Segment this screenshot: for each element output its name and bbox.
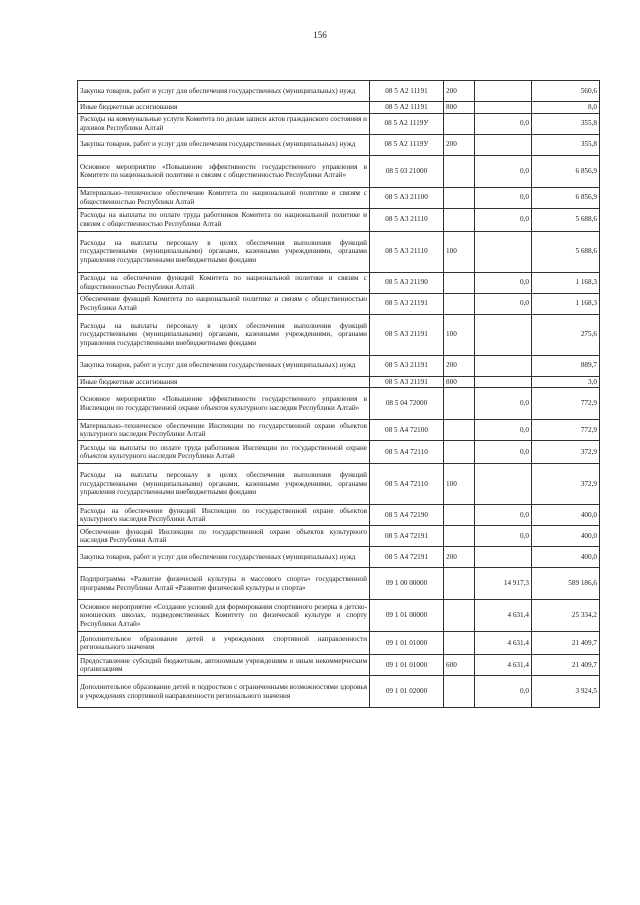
item-name-cell: Обеспечение функций Инспекции по государственной охране объектов культурного наследия Республики Алтай bbox=[78, 526, 370, 547]
item-name-cell: Расходы на выплаты персоналу в целях обеспечения выполнения функций государственными (муниципальными) органами, казенными учреждениями, органами управления государственными внебюджетными фондами bbox=[78, 464, 370, 505]
table-row bbox=[78, 355, 600, 376]
amount-cell-2: 589 186,6 bbox=[532, 568, 600, 600]
amount-cell-1 bbox=[475, 81, 532, 102]
expense-type-cell: 800 bbox=[444, 102, 475, 114]
table-row bbox=[78, 376, 600, 388]
item-name-cell: Расходы на выплаты по оплате труда работников Комитета по национальной политике и связям с общественностью Республики Алтай bbox=[78, 208, 370, 231]
target-code-cell: 08 5 А3 21191 bbox=[370, 355, 444, 376]
table-row bbox=[78, 113, 600, 134]
item-name-cell: Подпрограмма «Развитие физической культуры и массового спорта» государственной программы Республики Алтай «Развитие физической культуры и спорта» bbox=[78, 568, 370, 600]
table-row bbox=[78, 155, 600, 187]
amount-cell-2: 400,0 bbox=[532, 547, 600, 568]
table-row bbox=[78, 81, 600, 102]
expense-type-cell bbox=[444, 676, 475, 708]
amount-cell-1 bbox=[475, 355, 532, 376]
expense-type-cell bbox=[444, 293, 475, 314]
expense-type-cell bbox=[444, 208, 475, 231]
target-code-cell: 09 1 01 02000 bbox=[370, 676, 444, 708]
amount-cell-2: 889,7 bbox=[532, 355, 600, 376]
amount-cell-2: 400,0 bbox=[532, 526, 600, 547]
amount-cell-2: 560,6 bbox=[532, 81, 600, 102]
item-name-cell: Расходы на выплаты персоналу в целях обеспечения выполнения функций государственными (муниципальными) органами, казенными учреждениями, органами управления государственными внебюджетными фондами bbox=[78, 314, 370, 355]
item-name-cell: Дополнительное образование детей и подростков с ограниченными возможностями здоровья в учреждениях спортивной направленности регионального значения bbox=[78, 676, 370, 708]
expense-type-cell: 100 bbox=[444, 231, 475, 272]
table-row bbox=[78, 293, 600, 314]
amount-cell-2: 275,6 bbox=[532, 314, 600, 355]
table-row bbox=[78, 676, 600, 708]
table-row bbox=[78, 314, 600, 355]
amount-cell-2: 372,9 bbox=[532, 441, 600, 464]
table-row bbox=[78, 388, 600, 420]
amount-cell-1: 0,0 bbox=[475, 187, 532, 208]
table-row bbox=[78, 464, 600, 505]
item-name-cell: Основное мероприятие «Повышение эффективности государственного управления в Комитете по национальной политике и связям с общественностью Республики Алтай» bbox=[78, 155, 370, 187]
amount-cell-1: 14 917,3 bbox=[475, 568, 532, 600]
amount-cell-1: 0,0 bbox=[475, 388, 532, 420]
table-row bbox=[78, 526, 600, 547]
item-name-cell: Закупка товаров, работ и услуг для обеспечения государственных (муниципальных) нужд bbox=[78, 547, 370, 568]
target-code-cell: 09 1 01 01000 bbox=[370, 632, 444, 655]
amount-cell-1: 0,0 bbox=[475, 505, 532, 526]
amount-cell-1: 0,0 bbox=[475, 293, 532, 314]
target-code-cell: 08 5 А3 21191 bbox=[370, 314, 444, 355]
item-name-cell: Закупка товаров, работ и услуг для обеспечения государственных (муниципальных) нужд bbox=[78, 81, 370, 102]
expense-type-cell: 100 bbox=[444, 464, 475, 505]
table-row bbox=[78, 187, 600, 208]
amount-cell-1 bbox=[475, 134, 532, 155]
target-code-cell: 08 5 А4 72100 bbox=[370, 420, 444, 441]
amount-cell-1: 0,0 bbox=[475, 155, 532, 187]
table-row bbox=[78, 655, 600, 676]
amount-cell-2: 6 856,9 bbox=[532, 155, 600, 187]
table-row bbox=[78, 420, 600, 441]
budget-table bbox=[77, 80, 600, 708]
amount-cell-2: 1 168,3 bbox=[532, 272, 600, 293]
target-code-cell: 09 1 01 01000 bbox=[370, 655, 444, 676]
expense-type-cell: 200 bbox=[444, 134, 475, 155]
amount-cell-1: 0,0 bbox=[475, 113, 532, 134]
expense-type-cell bbox=[444, 526, 475, 547]
item-name-cell: Основное мероприятие «Создание условий для формирования спортивного резерва в детско-юношеских школах, подведомственных Комитету по физической культуре и спорту Республики Алтай» bbox=[78, 600, 370, 632]
item-name-cell: Предоставление субсидий бюджетным, автономным учреждениям и иным некоммерческим организациям bbox=[78, 655, 370, 676]
amount-cell-1 bbox=[475, 314, 532, 355]
target-code-cell: 08 5 А2 11191 bbox=[370, 81, 444, 102]
amount-cell-1 bbox=[475, 231, 532, 272]
target-code-cell: 08 5 А3 21190 bbox=[370, 272, 444, 293]
table-row bbox=[78, 134, 600, 155]
item-name-cell: Обеспечение функций Комитета по национальной политике и связям с общественностью Республики Алтай bbox=[78, 293, 370, 314]
target-code-cell: 08 5 А3 21191 bbox=[370, 293, 444, 314]
expense-type-cell bbox=[444, 568, 475, 600]
amount-cell-1: 0,0 bbox=[475, 526, 532, 547]
item-name-cell: Иные бюджетные ассигнования bbox=[78, 102, 370, 114]
table-row bbox=[78, 272, 600, 293]
budget-table-body bbox=[78, 81, 600, 708]
expense-type-cell: 200 bbox=[444, 547, 475, 568]
amount-cell-2: 372,9 bbox=[532, 464, 600, 505]
item-name-cell: Дополнительное образование детей в учреждениях спортивной направленности регионального значения bbox=[78, 632, 370, 655]
target-code-cell: 08 5 03 21000 bbox=[370, 155, 444, 187]
amount-cell-1: 0,0 bbox=[475, 676, 532, 708]
item-name-cell: Расходы на выплаты по оплате труда работников Инспекции по государственной охране объектов культурного наследия Республики Алтай bbox=[78, 441, 370, 464]
target-code-cell: 08 5 А4 72110 bbox=[370, 441, 444, 464]
table-row bbox=[78, 441, 600, 464]
amount-cell-1 bbox=[475, 102, 532, 114]
amount-cell-2: 355,8 bbox=[532, 134, 600, 155]
amount-cell-2: 355,8 bbox=[532, 113, 600, 134]
expense-type-cell: 600 bbox=[444, 655, 475, 676]
item-name-cell: Основное мероприятие «Повышение эффективности государственного управления в Инспекции по государственной охране объектов культурного наследия Республики Алтай» bbox=[78, 388, 370, 420]
table-row bbox=[78, 547, 600, 568]
page-number: 156 bbox=[313, 30, 327, 40]
target-code-cell: 08 5 А4 72191 bbox=[370, 547, 444, 568]
amount-cell-1 bbox=[475, 464, 532, 505]
table-row bbox=[78, 208, 600, 231]
amount-cell-1: 0,0 bbox=[475, 420, 532, 441]
table-row bbox=[78, 600, 600, 632]
item-name-cell: Закупка товаров, работ и услуг для обеспечения государственных (муниципальных) нужд bbox=[78, 134, 370, 155]
amount-cell-2: 5 688,6 bbox=[532, 231, 600, 272]
amount-cell-2: 6 856,9 bbox=[532, 187, 600, 208]
amount-cell-2: 8,0 bbox=[532, 102, 600, 114]
target-code-cell: 08 5 А2 1119У bbox=[370, 134, 444, 155]
table-row bbox=[78, 632, 600, 655]
expense-type-cell bbox=[444, 388, 475, 420]
target-code-cell: 08 5 А4 72190 bbox=[370, 505, 444, 526]
expense-type-cell bbox=[444, 420, 475, 441]
expense-type-cell bbox=[444, 505, 475, 526]
item-name-cell: Расходы на обеспечение функций Инспекции по государственной охране объектов культурного наследия Республики Алтай bbox=[78, 505, 370, 526]
target-code-cell: 08 5 А3 21110 bbox=[370, 208, 444, 231]
item-name-cell: Расходы на выплаты персоналу в целях обеспечения выполнения функций государственными (муниципальными) органами, казенными учреждениями, органами управления государственными внебюджетными фондами bbox=[78, 231, 370, 272]
expense-type-cell: 200 bbox=[444, 81, 475, 102]
expense-type-cell: 800 bbox=[444, 376, 475, 388]
amount-cell-1 bbox=[475, 376, 532, 388]
amount-cell-1: 0,0 bbox=[475, 208, 532, 231]
amount-cell-2: 3 924,5 bbox=[532, 676, 600, 708]
expense-type-cell bbox=[444, 155, 475, 187]
amount-cell-2: 772,9 bbox=[532, 420, 600, 441]
target-code-cell: 08 5 А2 1119У bbox=[370, 113, 444, 134]
amount-cell-1 bbox=[475, 547, 532, 568]
target-code-cell: 08 5 04 72000 bbox=[370, 388, 444, 420]
table-row bbox=[78, 102, 600, 114]
expense-type-cell: 100 bbox=[444, 314, 475, 355]
amount-cell-1: 4 631,4 bbox=[475, 655, 532, 676]
amount-cell-1: 0,0 bbox=[475, 272, 532, 293]
amount-cell-2: 3,0 bbox=[532, 376, 600, 388]
amount-cell-2: 772,9 bbox=[532, 388, 600, 420]
amount-cell-1: 4 631,4 bbox=[475, 600, 532, 632]
target-code-cell: 08 5 А2 11191 bbox=[370, 102, 444, 114]
expense-type-cell bbox=[444, 187, 475, 208]
item-name-cell: Расходы на обеспечение функций Комитета по национальной политике и связям с общественностью Республики Алтай bbox=[78, 272, 370, 293]
target-code-cell: 08 5 А3 21100 bbox=[370, 187, 444, 208]
amount-cell-2: 400,0 bbox=[532, 505, 600, 526]
amount-cell-2: 1 168,3 bbox=[532, 293, 600, 314]
item-name-cell: Расходы на коммунальные услуги Комитета по делам записи актов гражданского состояния и архивов Республики Алтай bbox=[78, 113, 370, 134]
item-name-cell: Иные бюджетные ассигнования bbox=[78, 376, 370, 388]
table-row bbox=[78, 231, 600, 272]
target-code-cell: 09 1 01 00000 bbox=[370, 600, 444, 632]
amount-cell-2: 25 334,2 bbox=[532, 600, 600, 632]
amount-cell-1: 4 631,4 bbox=[475, 632, 532, 655]
amount-cell-1: 0,0 bbox=[475, 441, 532, 464]
target-code-cell: 08 5 А4 72110 bbox=[370, 464, 444, 505]
table-row bbox=[78, 568, 600, 600]
item-name-cell: Закупка товаров, работ и услуг для обеспечения государственных (муниципальных) нужд bbox=[78, 355, 370, 376]
amount-cell-2: 5 688,6 bbox=[532, 208, 600, 231]
expense-type-cell bbox=[444, 272, 475, 293]
expense-type-cell: 200 bbox=[444, 355, 475, 376]
target-code-cell: 08 5 А4 72191 bbox=[370, 526, 444, 547]
target-code-cell: 08 5 А3 21191 bbox=[370, 376, 444, 388]
target-code-cell: 09 1 00 00000 bbox=[370, 568, 444, 600]
amount-cell-2: 21 409,7 bbox=[532, 655, 600, 676]
target-code-cell: 08 5 А3 21110 bbox=[370, 231, 444, 272]
expense-type-cell bbox=[444, 441, 475, 464]
amount-cell-2: 21 409,7 bbox=[532, 632, 600, 655]
expense-type-cell bbox=[444, 600, 475, 632]
item-name-cell: Материально–техническое обеспечение Инспекции по государственной охране объектов культурного наследия Республики Алтай bbox=[78, 420, 370, 441]
table-row bbox=[78, 505, 600, 526]
expense-type-cell bbox=[444, 113, 475, 134]
item-name-cell: Материально–техническое обеспечение Комитета по национальной политике и связям с общественностью Республики Алтай bbox=[78, 187, 370, 208]
expense-type-cell bbox=[444, 632, 475, 655]
